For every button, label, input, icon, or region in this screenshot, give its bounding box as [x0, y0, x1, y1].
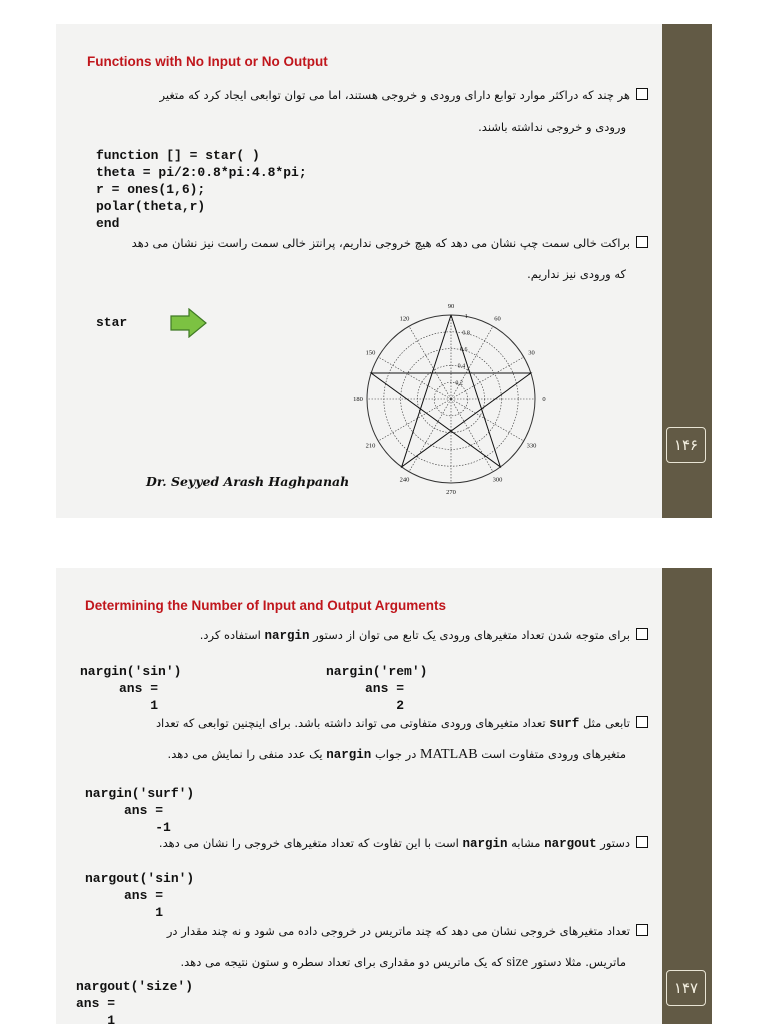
author-signature: Dr. Seyyed Arash Haghpanah	[146, 474, 350, 489]
polar-star-plot	[346, 294, 556, 504]
arrow-right-icon	[170, 308, 208, 338]
angle-tick-label: 240	[399, 476, 410, 484]
angle-tick-label: 120	[399, 315, 410, 323]
bullet-text: تابعی مثل surf تعداد متغیرهای ورودی متفاوتی می تواند داشته باشد. برای اینچنین توابعی که تعداد	[156, 716, 648, 731]
slide-title: Determining the Number of Input and Output Arguments	[85, 598, 446, 613]
bullet-text-cont: ماتریس. مثلا دستور size که یک ماتریس دو مقداری برای تعداد سطره و ستون نتیجه می دهد.	[180, 955, 626, 970]
side-bar	[662, 568, 712, 1024]
angle-tick-label: 270	[446, 489, 456, 496]
code-nargin-rem: nargin('rem') ans = 2	[326, 664, 428, 713]
code-nargin-surf: nargin('surf') ans = -1	[85, 786, 195, 835]
radial-tick-label: 0.2	[455, 380, 463, 387]
checkbox-bullet-icon	[636, 716, 648, 728]
bullet-text: دستور nargout مشابه nargin است با این تفاوت که تعداد متغیرهای خروجی را نشان می دهد.	[159, 836, 648, 851]
angle-tick-label: 30	[528, 349, 535, 357]
angle-tick-label: 330	[526, 442, 537, 450]
bullet-text: هر چند که دراکثر موارد توابع دارای ورودی و خروجی هستند، اما می توان توابعی ایجاد کرد که متغیر	[160, 88, 648, 102]
code-nargout-size: nargout('size') ans = 1	[76, 979, 194, 1024]
angle-tick-label: 150	[365, 349, 376, 357]
radial-tick-label: 0.6	[460, 347, 468, 354]
bullet-text-cont: متغیرهای ورودی متفاوت است MATLAB در جواب nargin یک عدد منفی را نمایش می دهد.	[167, 747, 626, 762]
angle-tick-label: 300	[492, 476, 503, 484]
slide-147	[56, 568, 712, 1024]
bullet-text: براکت خالی سمت چپ نشان می دهد که هیچ خروجی نداریم، پرانتز خالی سمت راست نیز نشان می دهد	[132, 236, 648, 250]
radial-tick-label: 1	[464, 313, 468, 320]
code-nargin-sin: nargin('sin') ans = 1	[80, 664, 182, 713]
angle-grid-line	[378, 399, 451, 441]
bullet-text-cont: که ورودی نیز نداریم.	[527, 267, 626, 281]
checkbox-bullet-icon	[636, 88, 648, 100]
checkbox-bullet-icon	[636, 628, 648, 640]
bullet-text-cont: ورودی و خروجی نداشته باشند.	[478, 120, 626, 134]
angle-grid-line	[378, 357, 451, 399]
angle-tick-label: 180	[353, 396, 363, 403]
checkbox-bullet-icon	[636, 924, 648, 936]
angle-grid-line	[409, 326, 451, 399]
slide-title: Functions with No Input or No Output	[87, 54, 328, 69]
code-nargout-sin: nargout('sin') ans = 1	[85, 871, 195, 920]
bullet-text: تعداد متغیرهای خروجی نشان می دهد که چند ماتریس در خروجی داده می شود و نه چند مقدار در	[167, 924, 648, 938]
code-block: function [] = star( ) theta = pi/2:0.8*pi:4.8*pi; r = ones(1,6); polar(theta,r) end	[96, 148, 307, 231]
page-number: ۱۴۷	[666, 970, 706, 1006]
angle-tick-label: 0	[542, 396, 546, 403]
angle-grid-line	[451, 326, 493, 399]
page-number: ۱۴۶	[666, 427, 706, 463]
slide-146	[56, 24, 712, 518]
checkbox-bullet-icon	[636, 836, 648, 848]
angle-tick-label: 60	[494, 315, 501, 323]
bullet-text: برای متوجه شدن تعداد متغیرهای ورودی یک تابع می توان از دستور nargin استفاده کرد.	[200, 628, 648, 643]
radial-tick-label: 0.8	[462, 330, 470, 337]
checkbox-bullet-icon	[636, 236, 648, 248]
radial-tick-label: 0.4	[457, 363, 466, 370]
angle-tick-label: 210	[365, 442, 376, 450]
star-command: star	[96, 315, 128, 330]
angle-tick-label: 90	[447, 303, 455, 310]
angle-grid-line	[451, 399, 524, 441]
